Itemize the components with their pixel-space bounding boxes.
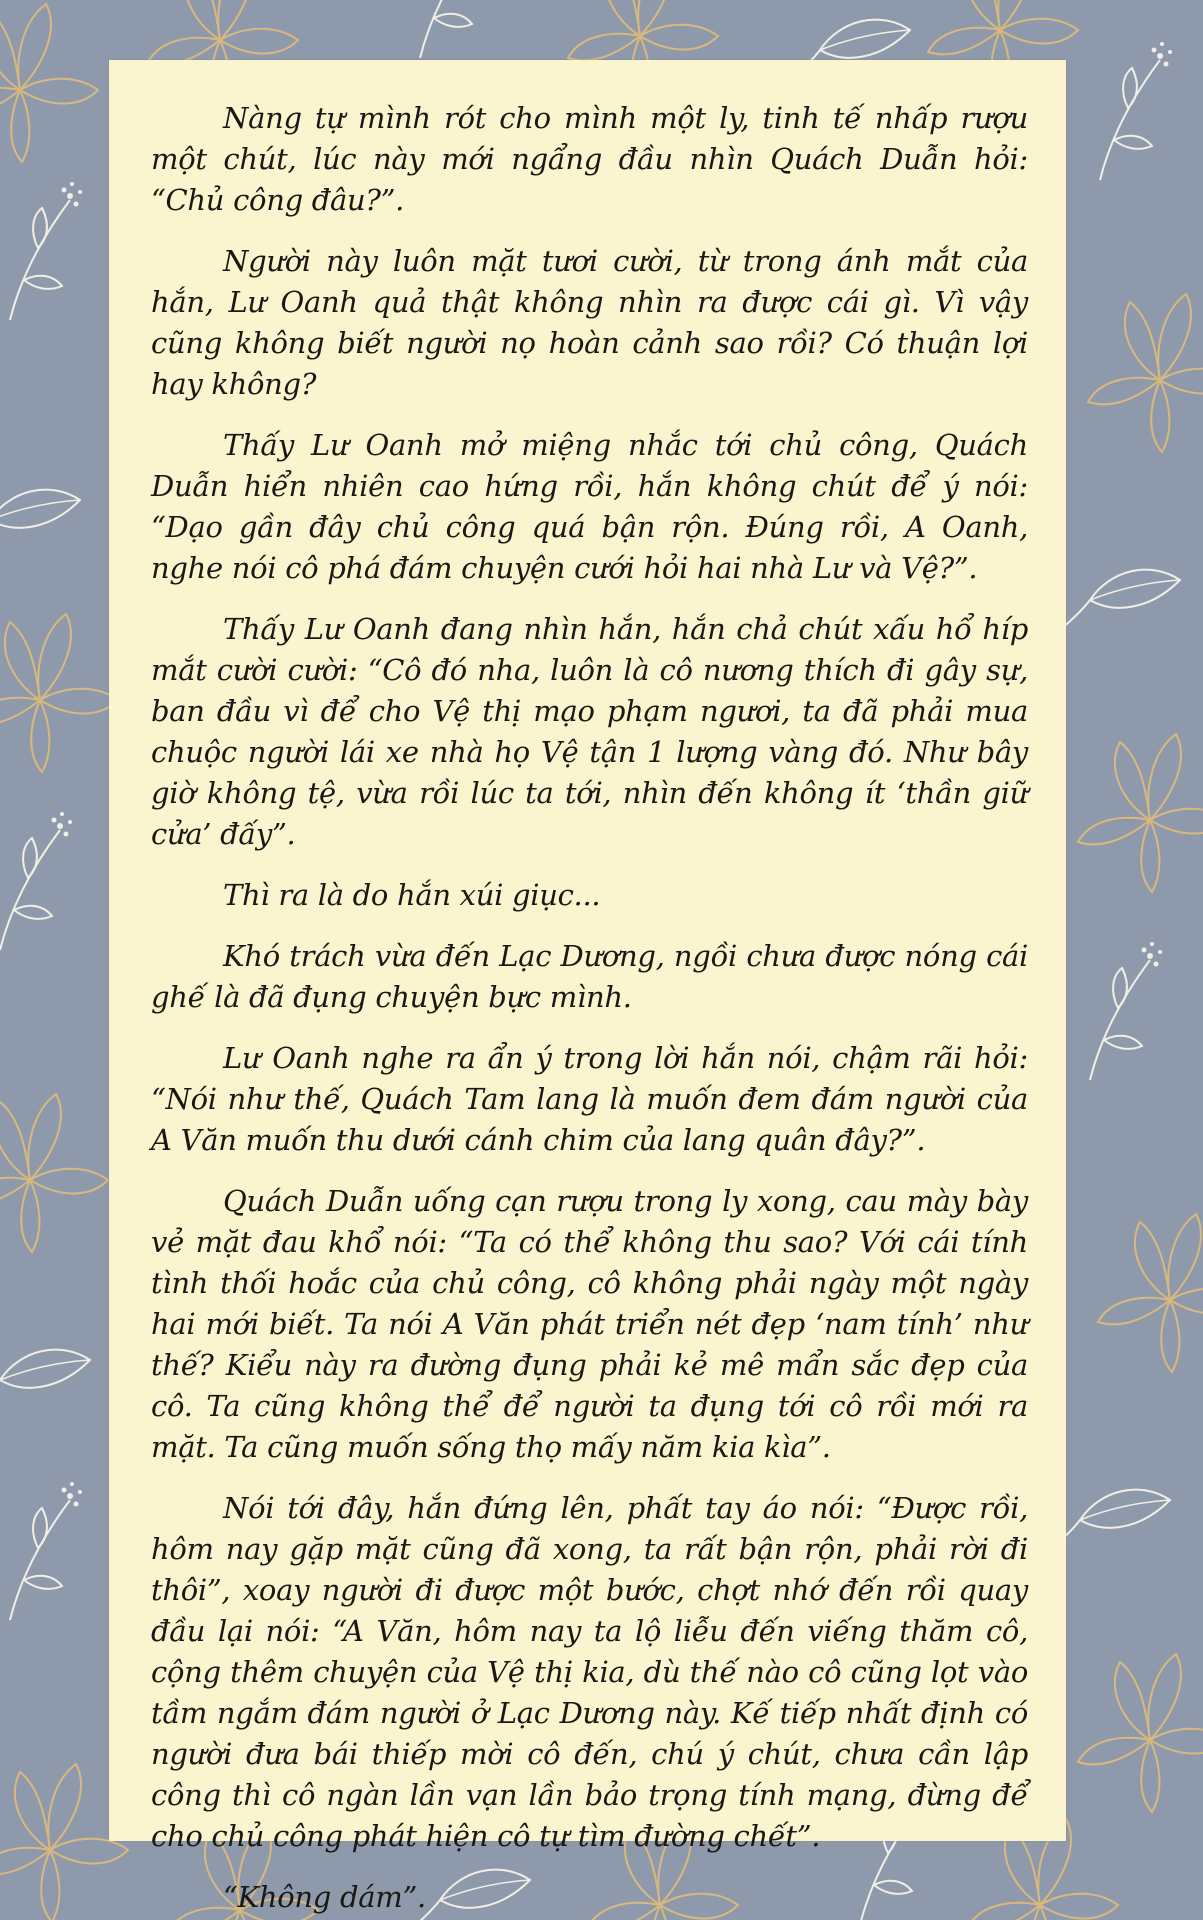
paragraph: Nói tới đây, hắn đứng lên, phất tay áo nói: “Được rồi, hôm nay gặp mặt cũng đã xong, ta rất bận rộn, phải rời đi thôi”, xoay người đi được một bước, chợt nhớ đến rồi quay đầu lại nói: “A Văn, hôm nay ta lộ liễu đến viếng thăm cô, cộng thêm chuyện của Vệ thị kia, dù thế nào cô cũng lọt vào tầm ngắm đám người ở Lạc Dương này. Kế tiếp nhất định có người đưa bái thiếp mời cô đến, chú ý chút, chưa cần lập công thì cô ngàn lần vạn lần bảo trọng tính mạng, đừng để cho chủ công phát hiện cô tự tìm đường chết”. [151,1491,1028,1853]
paragraph: Nàng tự mình rót cho mình một ly, tinh tế nhấp rượu một chút, lúc này mới ngẩng đầu nhìn Quách Duẫn hỏi: “Chủ công đâu?”. [151,101,1028,217]
paragraph: Khó trách vừa đến Lạc Dương, ngồi chưa được nóng cái ghế là đã đụng chuyện bực mình. [151,939,1028,1014]
paragraph: Người này luôn mặt tươi cười, từ trong ánh mắt của hắn, Lư Oanh quả thật không nhìn ra được cái gì. Vì vậy cũng không biết người nọ hoàn cảnh sao rồi? Có thuận lợi hay không? [151,244,1028,401]
paragraph: Thấy Lư Oanh đang nhìn hắn, hắn chả chút xấu hổ híp mắt cười cười: “Cô đó nha, luôn là cô nương thích đi gây sự, ban đầu vì để cho Vệ thị mạo phạm ngươi, ta đã phải mua chuộc người lái xe nhà họ Vệ tận 1 lượng vàng đó. Như bây giờ không tệ, vừa rồi lúc ta tới, nhìn đến không ít ‘thần giữ cửa’ đấy”. [151,612,1028,851]
text-page [109,60,1066,1914]
paragraph: Lư Oanh nghe ra ẩn ý trong lời hắn nói, chậm rãi hỏi: “Nói như thế, Quách Tam lang là muốn đem đám người của A Văn muốn thu dưới cánh chim của lang quân đây?”. [151,1041,1028,1157]
paragraph: Quách Duẫn uống cạn rượu trong ly xong, cau mày bày vẻ mặt đau khổ nói: “Ta có thể không thu sao? Với cái tính tình thối hoắc của chủ công, cô không phải ngày một ngày hai mới biết. Ta nói A Văn phát triển nét đẹp ‘nam tính’ như thế? Kiểu này ra đường đụng phải kẻ mê mẩn sắc đẹp của cô. Ta cũng không thể để người ta đụng tới cô rồi mới ra mặt. Ta cũng muốn sống thọ mấy năm kia kìa”. [151,1184,1028,1464]
paragraph: Thì ra là do hắn xúi giục... [223,878,601,912]
paragraph: Thấy Lư Oanh mở miệng nhắc tới chủ công, Quách Duẫn hiển nhiên cao hứng rồi, hắn không chút để ý nói: “Dạo gần đây chủ công quá bận rộn. Đúng rồi, A Oanh, nghe nói cô phá đám chuyện cưới hỏi hai nhà Lư và Vệ?”. [151,428,1028,585]
paragraph: “Không dám”. [223,1880,426,1914]
